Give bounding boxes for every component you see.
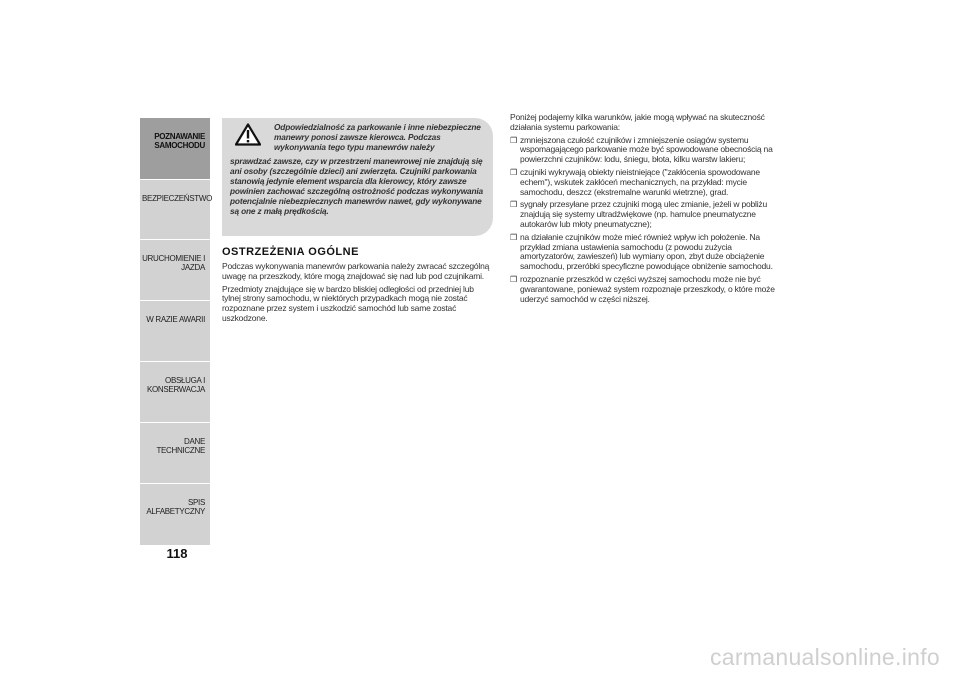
page-number: 118 — [166, 546, 188, 561]
tab-w-razie-awarii[interactable]: W RAZIE AWARII — [140, 301, 210, 362]
warning-lead-text: Odpowiedzialność za parkowanie i inne niebezpieczne manewry ponosi zawsze kierowca. Podczas wykonywania tego typu manewrów należy — [274, 122, 481, 152]
paragraph: Podczas wykonywania manewrów parkowania należy zwracać szczególną uwagę na przeszkody, które mogą znajdować się nad lub pod czujnikami. — [222, 261, 490, 281]
paragraph: Przedmioty znajdujące się w bardzo bliskiej odległości od przedniej lub tylnej strony samochodu, w niektórych przypadkach mogą nie zostać rozpoznane przez system i uszkodzić samochód lub same zostać uszkodzone. — [222, 283, 474, 323]
tab-spis-alfabetyczny[interactable]: SPIS ALFABETYCZNY — [140, 484, 210, 546]
intro-paragraph: Poniżej podajemy kilka warunków, jakie mogą wpływać na skuteczność działania systemu parkowania: — [510, 112, 765, 132]
tab-bezpieczenstwo[interactable]: BEZPIECZEŃSTWO — [140, 180, 210, 240]
list-item — [510, 136, 785, 165]
warning-body-text: sprawdzać zawsze, czy w przestrzeni manewrowej nie znajdują się ani osoby (szczególnie dzieci) ani zwierzęta. Czujniki parkowania stanowią jedynie element wsparcia dla kierowcy, który zawsze powinien zachować szczególną ostrożność podczas wykonywania potencjalnie niebezpiecznych manewrów nawet, gdy wykonywane są one z małą prędkością. — [230, 156, 484, 216]
checkbox-bullet-icon: ❒ — [510, 167, 517, 177]
warning-triangle-icon — [235, 123, 261, 146]
sidebar-tabs — [140, 118, 213, 546]
list-item — [510, 233, 785, 272]
tab-obsluga-i-konserwacja[interactable]: OBSŁUGA I KONSERWACJA — [140, 362, 210, 423]
tab-uruchomienie-i-jazda[interactable]: URUCHOMIENIE I JAZDA — [140, 240, 210, 301]
checkbox-bullet-icon: ❒ — [510, 200, 517, 210]
list-item — [510, 200, 785, 229]
list-item-text: na działanie czujników może mieć również wpływ ich położenie. Na przykład zmiana ustawienia samochodu (z powodu zużycia amortyzatorów, zawieszeń) lub wymiany opon, zbyt duże obciążenie samochodu, przeróbki specyficzne powodujące obniżenie samochodu. — [520, 231, 773, 272]
section-body — [222, 262, 494, 327]
section-heading: OSTRZEŻENIA OGÓLNE — [222, 246, 359, 258]
list-item-text: zmniejszona czułość czujników i zmniejszenie osiągów systemu wspomagającego parkowanie może być spowodowane obecnością na powierzchni czujników: lodu, śniegu, błota, kilku warstw lakieru; — [520, 134, 773, 165]
tab-poznawanie-samochodu[interactable]: POZNAWANIE SAMOCHODU — [140, 118, 210, 180]
warning-box — [222, 118, 493, 236]
list-item — [510, 168, 785, 197]
list-item-text: czujniki wykrywają obiekty nieistniejące ("zakłócenia spowodowane echem"), wskutek zakłóceń mechanicznych, na przykład: mycie samochodu, deszcz (ekstremalne warunki wietrzne), grad. — [520, 166, 760, 197]
right-column — [510, 113, 785, 307]
list-item-text: sygnały przesyłane przez czujniki mogą ulec zmianie, jeżeli w pobliżu znajdują się systemy ultradźwiękowe (np. hamulce pneumatyczne autokarów lub młoty pneumatyczne); — [520, 199, 767, 229]
checkbox-bullet-icon: ❒ — [510, 274, 517, 284]
watermark-text: carmanualsonline.info — [709, 644, 940, 670]
list-item-text: rozpoznanie przeszkód w części wyższej samochodu może nie być gwarantowane, ponieważ system rozpoznaje przeszkody, o które może uderzyć samochód w części niższej. — [520, 273, 775, 304]
tab-dane-techniczne[interactable]: DANE TECHNICZNE — [140, 423, 210, 484]
list-item — [510, 275, 785, 304]
checkbox-bullet-icon: ❒ — [510, 135, 517, 145]
checkbox-bullet-icon: ❒ — [510, 232, 517, 242]
